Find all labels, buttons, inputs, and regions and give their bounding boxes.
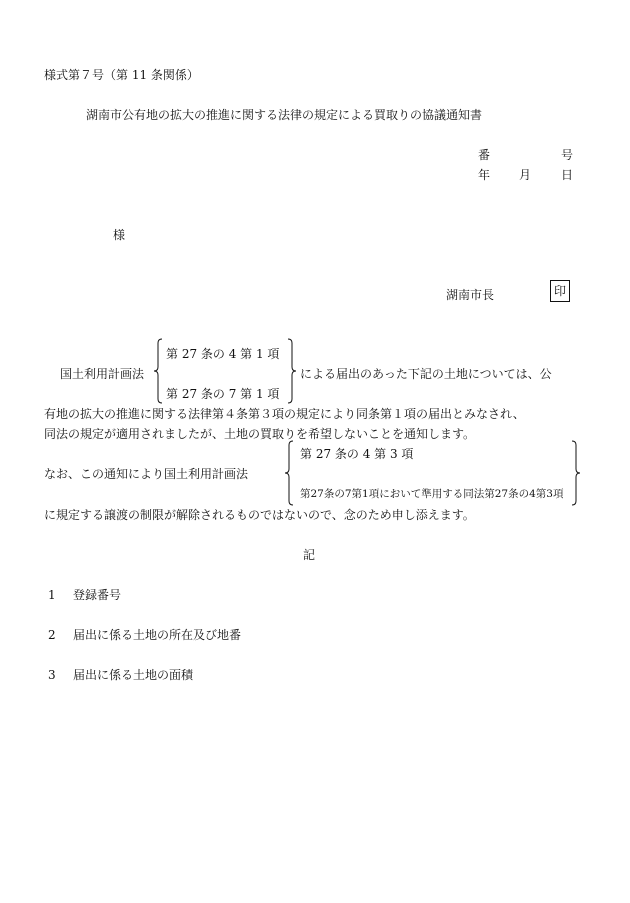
item-3-label: 届出に係る土地の面積: [73, 668, 194, 682]
item-2-number: 2: [48, 628, 56, 642]
item-3-number: 3: [48, 668, 56, 682]
body-line-1: による届出のあった下記の土地については、公: [300, 367, 552, 381]
seal-mark: 印: [550, 280, 570, 302]
law-name: 国土利用計画法: [60, 367, 145, 381]
addressee-suffix: 様: [113, 228, 126, 242]
brace1-bottom: 第 27 条の 7 第 1 項: [166, 387, 280, 401]
right-brace-2: [571, 440, 581, 506]
reference-number-suffix: 号: [561, 148, 574, 162]
ki-heading: 記: [303, 548, 316, 562]
item-1-number: 1: [48, 588, 56, 602]
left-brace-2: [284, 440, 294, 506]
body-line-2: 有地の拡大の推進に関する法律第４条第３項の規定により同条第１項の届出とみなされ、: [44, 407, 525, 421]
date-day: 日: [561, 168, 574, 182]
document-title: 湖南市公有地の拡大の推進に関する法律の規定による買取りの協議通知書: [86, 108, 483, 122]
note-prefix: なお、この通知により国土利用計画法: [44, 467, 249, 481]
date-month: 月: [519, 168, 532, 182]
right-brace-1: [287, 338, 297, 404]
brace2-top: 第 27 条の 4 第 3 項: [300, 447, 414, 461]
body-line-5: に規定する譲渡の制限が解除されるものではないので、念のため申し添えます。: [44, 508, 475, 522]
body-line-3: 同法の規定が適用されましたが、土地の買取りを希望しないことを通知します。: [44, 427, 476, 441]
form-number: 様式第７号（第 11 条関係）: [44, 68, 199, 82]
item-1-label: 登録番号: [73, 588, 122, 602]
brace2-bottom: 第27条の7第1項において準用する同法第27条の4第3項: [300, 488, 564, 500]
left-brace-1: [153, 338, 163, 404]
brace1-top: 第 27 条の 4 第 1 項: [166, 347, 280, 361]
reference-number-label: 番: [478, 148, 491, 162]
sender-title: 湖南市長: [446, 288, 495, 302]
item-2-label: 届出に係る土地の所在及び地番: [73, 628, 242, 642]
date-year: 年: [478, 168, 491, 182]
